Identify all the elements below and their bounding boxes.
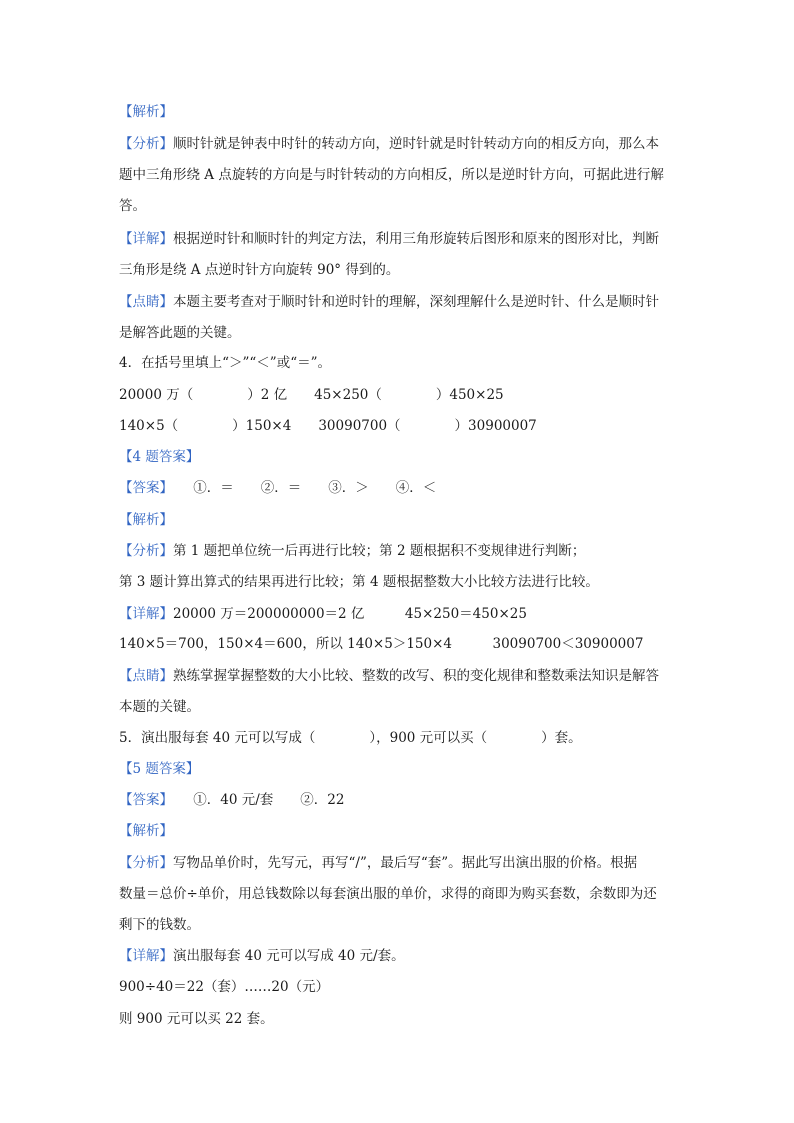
question-4: 4．在括号里填上“＞”“＜”或“＝”。 — [119, 355, 331, 371]
question-5: 5．演出服每套 40 元可以写成（ ），900 元可以买（ ）套。 — [119, 730, 582, 746]
text-line: 第 3 题计算出算式的结果再进行比较；第 4 题根据整数大小比较方法进行比较。 — [119, 574, 599, 590]
text-line: 是解答此题的关键。 — [119, 325, 241, 341]
insight-paragraph: 【点睛】本题主要考查对于顺时针和逆时针的理解，深刻理解什么是逆时针、什么是顺时针 — [119, 294, 659, 310]
text-line: 900÷40＝22（套）……20（元） — [119, 979, 330, 995]
text-line: 数量＝总价÷单价，用总钱数除以每套演出服的单价，求得的商即为购买套数，余数即为还 — [119, 886, 657, 902]
answer-heading-5: 【5 题答案】 — [119, 761, 200, 777]
section-heading-analysis: 【解析】 — [119, 823, 173, 839]
detail-paragraph: 【详解】根据逆时针和顺时针的判定方法，利用三角形旋转后图形和原来的图形对比，判断 — [119, 231, 659, 247]
text-line: 题中三角形绕 A 点旋转的方向是与时针转动的方向相反，所以是逆时针方向，可据此进行解 — [119, 167, 664, 183]
section-heading-analysis: 【解析】 — [119, 104, 173, 120]
answer-5: 【答案】 ①．40 元/套 ②．22 — [119, 792, 345, 808]
text-line: 则 900 元可以买 22 套。 — [119, 1011, 274, 1027]
analysis-paragraph: 【分析】第 1 题把单位统一后再进行比较；第 2 题根据积不变规律进行判断； — [119, 543, 586, 559]
question-4-items: 140×5（ ）150×4 30090700（ ）30900007 — [119, 418, 537, 434]
answer-heading-4: 【4 题答案】 — [119, 449, 200, 465]
analysis-paragraph: 【分析】写物品单价时，先写元，再写“/”，最后写“套”。据此写出演出服的价格。根据 — [119, 855, 638, 871]
detail-paragraph: 【详解】演出服每套 40 元可以写成 40 元/套。 — [119, 948, 405, 964]
text-line: 140×5＝700，150×4＝600，所以 140×5＞150×4 30090700＜30900007 — [119, 636, 644, 652]
text-line: 三角形是绕 A 点逆时针方向旋转 90° 得到的。 — [119, 262, 400, 278]
detail-paragraph: 【详解】20000 万＝200000000＝2 亿 45×250＝450×25 — [119, 606, 527, 622]
text-line: 剩下的钱数。 — [119, 917, 200, 933]
text-line: 答。 — [119, 198, 146, 214]
insight-paragraph: 【点睛】熟练掌握掌握整数的大小比较、整数的改写、积的变化规律和整数乘法知识是解答 — [119, 668, 659, 684]
text-line: 本题的关键。 — [119, 699, 200, 715]
analysis-paragraph: 【分析】顺时针就是钟表中时针的转动方向，逆时针就是时针转动方向的相反方向，那么本 — [119, 136, 659, 152]
answer-4: 【答案】 ①．＝ ②．＝ ③．＞ ④．＜ — [119, 480, 437, 496]
question-4-items: 20000 万（ ）2 亿 45×250（ ）450×25 — [119, 387, 504, 403]
section-heading-analysis: 【解析】 — [119, 512, 173, 528]
